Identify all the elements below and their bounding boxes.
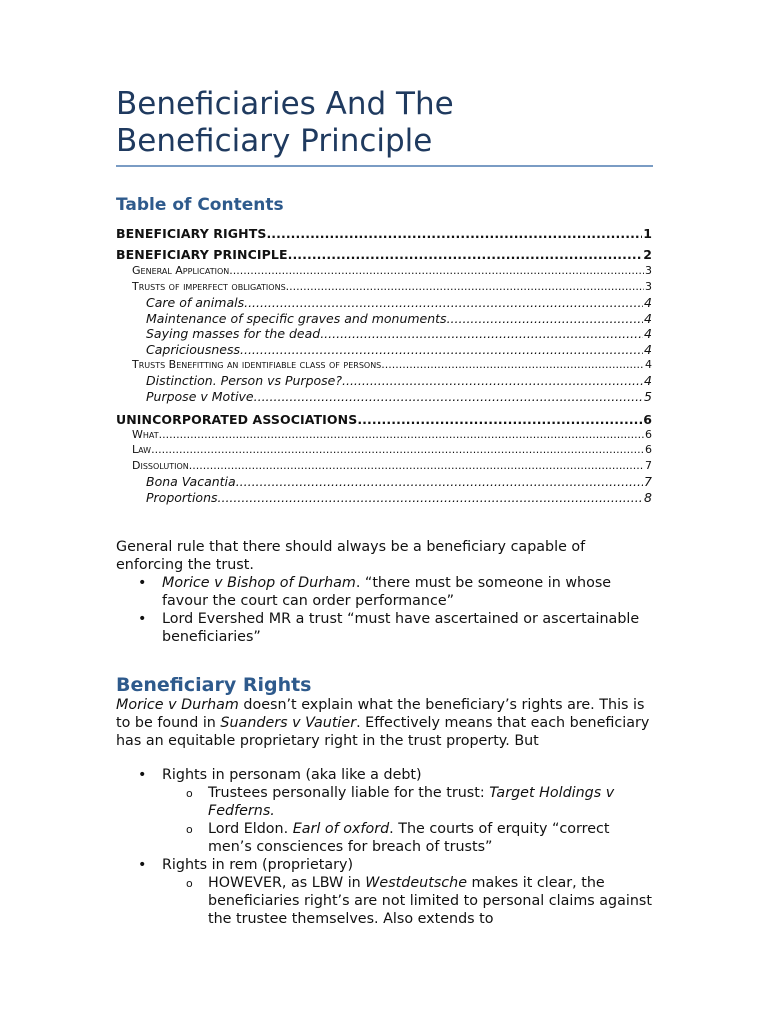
- case-citation: Morice v Durham: [116, 697, 239, 713]
- toc-entry[interactable]: [116, 490, 652, 505]
- list-item: [116, 574, 656, 610]
- toc-page-number: 1: [643, 226, 652, 241]
- toc-entry-label: BENEFICIARY RIGHTS: [116, 226, 267, 241]
- sub-bullet-icon: o: [186, 877, 193, 890]
- toc-leader-dots: [218, 490, 644, 505]
- bullet-text: Rights in personam (aka like a debt): [162, 767, 422, 783]
- sub-bullet-icon: o: [186, 823, 193, 836]
- list-item: [116, 610, 656, 646]
- bullet-icon: •: [138, 611, 147, 627]
- toc-page-number: 4: [645, 358, 652, 371]
- rights-bullet-list: [116, 766, 656, 928]
- toc-leader-dots: [244, 295, 643, 310]
- toc-page-number: 4: [644, 326, 652, 341]
- title-underline: [116, 165, 653, 167]
- bullet-text: . “there must be someone in whose favour the court can order performance”: [162, 575, 612, 609]
- toc-leader-dots: [381, 358, 644, 371]
- toc-entry-label: Saying masses for the dead: [146, 326, 321, 341]
- toc-entry[interactable]: [116, 412, 652, 427]
- toc-leader-dots: [151, 443, 644, 456]
- list-item: [116, 784, 656, 820]
- bullet-text: Rights in rem (proprietary): [162, 857, 354, 873]
- intro-bullet-list: [116, 574, 656, 646]
- toc-entry-label: Trusts Benefitting an identifiable class of persons: [132, 358, 382, 371]
- toc-entry[interactable]: [116, 342, 652, 357]
- toc-page-number: 5: [644, 389, 652, 404]
- toc-entry[interactable]: [116, 264, 652, 277]
- case-citation: Earl of oxford: [292, 821, 390, 837]
- toc-leader-dots: [189, 459, 644, 472]
- toc-entry-label: What: [132, 428, 159, 441]
- toc-entry-label: BENEFICIARY PRINCIPLE: [116, 247, 288, 262]
- toc-entry[interactable]: [116, 474, 652, 489]
- toc-page-number: 4: [644, 373, 652, 388]
- toc-entry[interactable]: [116, 311, 652, 326]
- toc-entry[interactable]: [116, 280, 652, 293]
- bullet-icon: •: [138, 767, 147, 783]
- bullet-text: makes it clear, the beneficiaries right’s are not limited to personal claims against the trustee themselves. Also extends to: [208, 875, 652, 927]
- section-paragraph: [116, 696, 656, 750]
- toc-heading: Table of Contents: [116, 195, 284, 215]
- toc-entry[interactable]: [116, 226, 652, 241]
- toc-entry[interactable]: [116, 326, 652, 341]
- toc-entry[interactable]: [116, 358, 652, 371]
- list-item: [116, 820, 656, 856]
- toc-page-number: 7: [645, 459, 652, 472]
- case-citation: Westdeutsche: [365, 875, 467, 891]
- toc-entry-label: Maintenance of specific graves and monuments: [146, 311, 447, 326]
- toc-entry[interactable]: [116, 459, 652, 472]
- bullet-text: HOWEVER, as LBW in: [208, 875, 366, 891]
- toc-entry-label: UNINCORPORATED ASSOCIATIONS: [116, 412, 358, 427]
- toc-entry-label: Proportions: [146, 490, 218, 505]
- toc-leader-dots: [229, 264, 644, 277]
- toc-entry-label: Trusts of imperfect obligations: [132, 280, 286, 293]
- toc-leader-dots: [240, 342, 643, 357]
- toc-page-number: 6: [645, 443, 652, 456]
- toc-entry[interactable]: [116, 443, 652, 456]
- bullet-text: Lord Eldon.: [208, 821, 293, 837]
- bullet-text: Trustees personally liable for the trust:: [208, 785, 490, 801]
- toc-entry[interactable]: [116, 295, 652, 310]
- title-line-1: Beneficiaries And The: [116, 86, 454, 122]
- toc-entry-label: Capriciousness: [146, 342, 241, 357]
- bullet-text: Lord Evershed MR a trust “must have ascertained or ascertainable beneficiaries”: [162, 611, 640, 645]
- toc-entry-label: Distinction. Person vs Purpose?: [146, 373, 342, 388]
- case-citation: Target Holdings v Fedferns.: [208, 785, 615, 819]
- toc-page-number: 4: [644, 295, 652, 310]
- intro-paragraph: General rule that there should always be a beneficiary capable of enforcing the trust.: [116, 539, 586, 573]
- document-title: [116, 86, 656, 160]
- toc-entry-label: Bona Vacantia: [146, 474, 236, 489]
- toc-entry-label: General Application: [132, 264, 230, 277]
- toc-page-number: 3: [645, 264, 652, 277]
- toc-leader-dots: [357, 412, 642, 427]
- paragraph-text: doesn’t explain what the beneficiary’s rights are. This is to be found in: [116, 697, 645, 731]
- toc-page-number: 3: [645, 280, 652, 293]
- bullet-text: . The courts of erquity “correct men’s consciences for breach of trusts”: [208, 821, 610, 855]
- paragraph-text: . Effectively means that each beneficiary has an equitable proprietary right in the trust property. But: [116, 715, 650, 749]
- toc-entry-label: Law: [132, 443, 152, 456]
- sub-bullet-icon: o: [186, 787, 193, 800]
- toc-page-number: 6: [643, 412, 652, 427]
- toc-leader-dots: [342, 373, 643, 388]
- toc-leader-dots: [266, 226, 642, 241]
- toc-page-number: 7: [644, 474, 652, 489]
- case-citation: Morice v Bishop of Durham: [162, 575, 356, 591]
- toc-entry[interactable]: [116, 389, 652, 404]
- toc-leader-dots: [236, 474, 643, 489]
- toc-page-number: 6: [645, 428, 652, 441]
- toc-entry[interactable]: [116, 373, 652, 388]
- toc-page-number: 4: [644, 311, 652, 326]
- toc-leader-dots: [288, 247, 643, 262]
- toc-entry[interactable]: [116, 428, 652, 441]
- toc-leader-dots: [286, 280, 644, 293]
- toc-page-number: 2: [643, 247, 652, 262]
- title-line-2: Beneficiary Principle: [116, 123, 433, 159]
- list-item: [116, 874, 656, 928]
- section-heading: Beneficiary Rights: [116, 674, 312, 696]
- toc-page-number: 4: [644, 342, 652, 357]
- list-item: [116, 766, 656, 784]
- toc-leader-dots: [159, 428, 644, 441]
- toc-leader-dots: [254, 389, 643, 404]
- toc-entry-label: Care of animals: [146, 295, 245, 310]
- bullet-icon: •: [138, 575, 147, 591]
- case-citation: Suanders v Vautier: [220, 715, 357, 731]
- toc-entry-label: Purpose v Motive: [146, 389, 254, 404]
- toc-page-number: 8: [644, 490, 652, 505]
- toc-leader-dots: [447, 311, 643, 326]
- toc-entry-label: Dissolution: [132, 459, 189, 472]
- toc-leader-dots: [320, 326, 643, 341]
- bullet-icon: •: [138, 857, 147, 873]
- toc-entry[interactable]: [116, 247, 652, 262]
- list-item: [116, 856, 656, 874]
